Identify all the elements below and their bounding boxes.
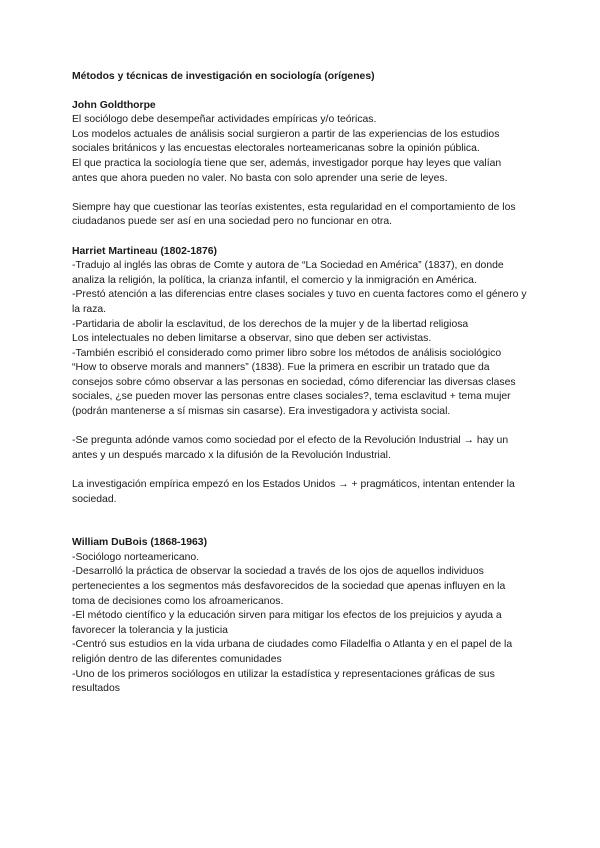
paragraph: -También escribió el considerado como primer libro sobre los métodos de análisis sociológico “How to observe morals and manners” (1838). Fue la primera en escribir un tratado que da consejos sobre cómo observar a las personas en sociedad, cómo diferenciar las diversas clases sociales, ¿se pueden mover las personas entre clases sociales?, tema esclavitud + tema mujer (podrán mantenerse a sí mismas sin casarse). Era investigadora y activista social.: [72, 347, 516, 418]
paragraph: -Centró sus estudios en la vida urbana de ciudades como Filadelfia o Atlanta y en el papel de la religión dentro de las diferentes comunidades: [72, 639, 513, 665]
paragraph: -Partidaria de abolir la esclavitud, de los derechos de la mujer y de la libertad religiosa: [72, 318, 469, 330]
paragraph: -El método científico y la educación sirven para mitigar los efectos de los prejuicios y ayuda a favorecer la tolerancia y la justicia: [72, 610, 502, 636]
document-title: Métodos y técnicas de investigación en sociología (orígenes): [72, 71, 375, 82]
paragraph: Siempre hay que cuestionar las teorías existentes, esta regularidad en el comportamiento de los ciudadanos puede ser así en una sociedad pero no funcionar en otra.: [72, 201, 516, 228]
paragraph: -Uno de los primeros sociólogos en utilizar la estadística y representaciones gráficas de sus resultados: [72, 668, 495, 695]
paragraph: -Desarrolló la práctica de observar la sociedad a través de los ojos de aquellos individuos pertenecientes a los segmentos más desfavorecidos de la sociedad que apenas influyen en la toma de decisiones como los afroamericanos.: [72, 566, 506, 607]
spacer: [72, 186, 528, 201]
section-heading-goldthorpe: John Goldthorpe: [72, 99, 156, 111]
spacer: [72, 463, 528, 478]
document-page: [72, 70, 528, 697]
paragraph: El sociólogo debe desempeñar actividades empíricas y/o teóricas.: [72, 114, 377, 126]
paragraph: Los intelectuales no deben limitarse a observar, sino que deben ser activistas.: [72, 333, 432, 345]
paragraph: -Se pregunta adónde vamos como sociedad por el efecto de la Revolución Industrial → hay un antes y un después marcado x la difusión de la Revolución Industrial.: [72, 435, 509, 461]
spacer: [72, 420, 528, 435]
paragraph: La investigación empírica empezó en los Estados Unidos → + pragmáticos, intentan entender la sociedad.: [72, 479, 515, 505]
spacer: [72, 230, 528, 245]
paragraph: -Prestó atención a las diferencias entre clases sociales y tuvo en cuenta factores como el género y la raza.: [72, 289, 527, 315]
paragraph: El que practica la sociología tiene que ser, además, investigador porque hay leyes que valían antes que ahora pueden no valer. No basta con solo aprender una serie de leyes.: [72, 157, 502, 184]
paragraph: -Tradujo al inglés las obras de Comte y autora de “La Sociedad en América” (1837), en donde analiza la religión, la política, la crianza infantil, el comercio y la inmigración en América.: [72, 260, 504, 286]
paragraph: -Sociólogo norteamericano.: [72, 551, 200, 563]
section-heading-martineau: Harriet Martineau (1802-1876): [72, 245, 217, 257]
section-heading-dubois: William DuBois (1868-1963): [72, 537, 208, 549]
paragraph: Los modelos actuales de análisis social surgieron a partir de las experiencias de los estudios sociales británicos y las encuestas electorales norteamericanas sobre la opinión pública.: [72, 128, 500, 155]
spacer: [72, 507, 528, 536]
